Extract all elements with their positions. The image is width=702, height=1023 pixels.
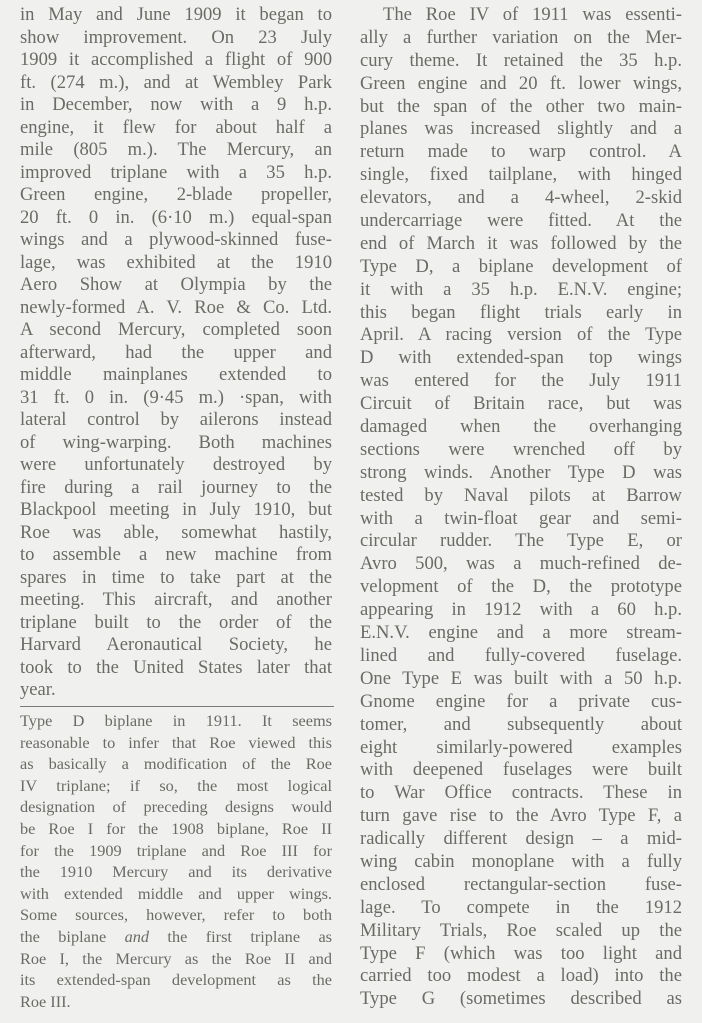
right-column-body-text bbox=[360, 4, 682, 1011]
text-line: with deepened fuselages were built bbox=[360, 759, 682, 781]
text-line: 1909 it accomplished a flight of 900 bbox=[20, 49, 332, 70]
text-line: single, fixed tailplane, with hinged bbox=[360, 164, 682, 186]
text-line: it with a 35 h.p. E.N.V. engine; bbox=[360, 278, 682, 300]
text-line: Green engine and 20 ft. lower wings, bbox=[360, 72, 682, 94]
text-line: circular rudder. The Type E, or bbox=[360, 530, 682, 552]
text-line: damaged when the overhanging bbox=[360, 416, 682, 438]
footnote-line: Type D biplane in 1911. It seems bbox=[20, 711, 332, 730]
footnote-line: be Roe I for the 1908 biplane, Roe II bbox=[20, 818, 332, 838]
text-line: undercarriage were fitted. At the bbox=[360, 210, 682, 232]
footnote-line bbox=[20, 926, 332, 948]
text-line: 20 ft. 0 in. (6·10 m.) equal-span bbox=[20, 206, 332, 228]
text-line: tomer, and subsequently about bbox=[360, 713, 682, 735]
footnote-text: the biplane bbox=[20, 926, 125, 946]
text-line: spares in time to take part at the bbox=[20, 566, 332, 588]
text-line: 31 ft. 0 in. (9·45 m.) ·span, with bbox=[20, 386, 332, 408]
text-line: show improvement. On 23 July bbox=[20, 26, 332, 48]
text-line: wings and a plywood-skinned fuse- bbox=[20, 229, 332, 250]
text-line: E.N.V. engine and a more stream- bbox=[360, 622, 682, 644]
text-line: afterward, had the upper and bbox=[20, 341, 332, 363]
text-line: Military Trials, Roe scaled up the bbox=[360, 919, 682, 941]
text-line: Circuit of Britain race, but was bbox=[360, 393, 682, 415]
text-line: engine, it flew for about half a bbox=[20, 116, 332, 138]
text-line: triplane built to the order of the bbox=[20, 611, 332, 633]
text-line: lage, was exhibited at the 1910 bbox=[20, 251, 332, 273]
footnote-line: for the 1909 triplane and Roe III for bbox=[20, 840, 332, 860]
footnote-line: its extended-span development as the bbox=[20, 970, 332, 990]
text-line: lined and fully-covered fuselage. bbox=[360, 644, 682, 666]
text-line: was entered for the July 1911 bbox=[360, 370, 682, 392]
text-line: were unfortunately destroyed by bbox=[20, 454, 332, 475]
text-line: Gnome engine for a private cus- bbox=[360, 690, 682, 712]
text-line: elevators, and a 4-wheel, 2-skid bbox=[360, 187, 682, 209]
text-line: year. bbox=[20, 679, 56, 700]
text-line: lage. To compete in the 1912 bbox=[360, 896, 682, 918]
text-line: improved triplane with a 35 h.p. bbox=[20, 161, 332, 183]
footnote-line: reasonable to infer that Roe viewed this bbox=[20, 732, 332, 752]
text-line: sections were wrenched off by bbox=[360, 438, 682, 460]
footnote-italic-word: and bbox=[124, 926, 150, 946]
footnote bbox=[20, 710, 332, 1012]
text-line: in May and June 1909 it began to bbox=[20, 4, 332, 25]
text-line: to War Office contracts. These in bbox=[360, 782, 682, 804]
footnote-line: Some sources, however, refer to both bbox=[20, 905, 332, 925]
text-line: end of March it was followed by the bbox=[360, 232, 682, 254]
text-line: wing cabin monoplane with a fully bbox=[360, 850, 682, 872]
footnote-divider bbox=[20, 706, 334, 707]
text-line: lateral control by ailerons instead bbox=[20, 409, 332, 430]
text-line: radically different design – a mid- bbox=[360, 828, 682, 850]
text-line: carried too modest a load) into the bbox=[360, 965, 682, 987]
footnote-line: IV triplane; if so, the most logical bbox=[20, 775, 332, 795]
text-line: turn gave rise to the Avro Type F, a bbox=[360, 805, 682, 827]
text-line: Type D, a biplane development of bbox=[360, 255, 682, 277]
left-column-body-text bbox=[20, 4, 332, 702]
text-line: velopment of the D, the prototype bbox=[360, 576, 682, 598]
text-line: enclosed rectangular-section fuse- bbox=[360, 873, 682, 895]
text-line: but the span of the other two main- bbox=[360, 95, 682, 117]
text-line: of wing-warping. Both machines bbox=[20, 431, 332, 453]
text-line: Type G (sometimes described as bbox=[360, 988, 682, 1010]
text-line: Green engine, 2-blade propeller, bbox=[20, 184, 332, 205]
footnote-line: Roe III. bbox=[20, 991, 71, 1011]
text-line: Type F (which was too light and bbox=[360, 942, 682, 964]
text-line: meeting. This aircraft, and another bbox=[20, 589, 332, 610]
text-line: fire during a rail journey to the bbox=[20, 476, 332, 498]
text-line: in December, now with a 9 h.p. bbox=[20, 94, 332, 115]
text-line: ft. (274 m.), and at Wembley Park bbox=[20, 71, 332, 93]
text-line: Avro 500, was a much-refined de- bbox=[360, 553, 682, 575]
text-line: return made to warp control. A bbox=[360, 141, 682, 163]
text-line: this began flight trials early in bbox=[360, 301, 682, 323]
text-line: appearing in 1912 with a 60 h.p. bbox=[360, 599, 682, 621]
text-line: Blackpool meeting in July 1910, but bbox=[20, 499, 332, 520]
text-line: mile (805 m.). The Mercury, an bbox=[20, 139, 332, 160]
text-line: A second Mercury, completed soon bbox=[20, 319, 332, 340]
text-line: ally a further variation on the Mer- bbox=[360, 26, 682, 48]
footnote-line: as basically a modification of the Roe bbox=[20, 754, 332, 774]
text-line: tested by Naval pilots at Barrow bbox=[360, 484, 682, 506]
footnote-line: the 1910 Mercury and its derivative bbox=[20, 862, 332, 882]
footnote-line: designation of preceding designs would bbox=[20, 797, 332, 817]
footnote-line: Roe I, the Mercury as the Roe II and bbox=[20, 948, 332, 968]
text-line: D with extended-span top wings bbox=[360, 347, 682, 369]
text-line: newly-formed A. V. Roe & Co. Ltd. bbox=[20, 296, 332, 318]
text-line: with a twin-float gear and semi- bbox=[360, 507, 682, 529]
footnote-text: the first triplane as bbox=[149, 926, 333, 946]
text-line: April. A racing version of the Type bbox=[360, 324, 682, 346]
text-line: Aero Show at Olympia by the bbox=[20, 274, 332, 295]
text-line: One Type E was built with a 50 h.p. bbox=[360, 667, 682, 689]
text-line: eight similarly-powered examples bbox=[360, 736, 682, 758]
footnote-line: with extended middle and upper wings. bbox=[20, 883, 332, 903]
text-line: The Roe IV of 1911 was essenti- bbox=[383, 4, 682, 25]
text-line: to assemble a new machine from bbox=[20, 544, 332, 565]
text-line: planes was increased slightly and a bbox=[360, 118, 682, 140]
text-line: strong winds. Another Type D was bbox=[360, 461, 682, 483]
text-line: Roe was able, somewhat hastily, bbox=[20, 521, 332, 543]
text-line: Harvard Aeronautical Society, he bbox=[20, 634, 332, 655]
text-line: took to the United States later that bbox=[20, 656, 332, 678]
text-line: cury theme. It retained the 35 h.p. bbox=[360, 49, 682, 71]
text-line: middle mainplanes extended to bbox=[20, 364, 332, 385]
